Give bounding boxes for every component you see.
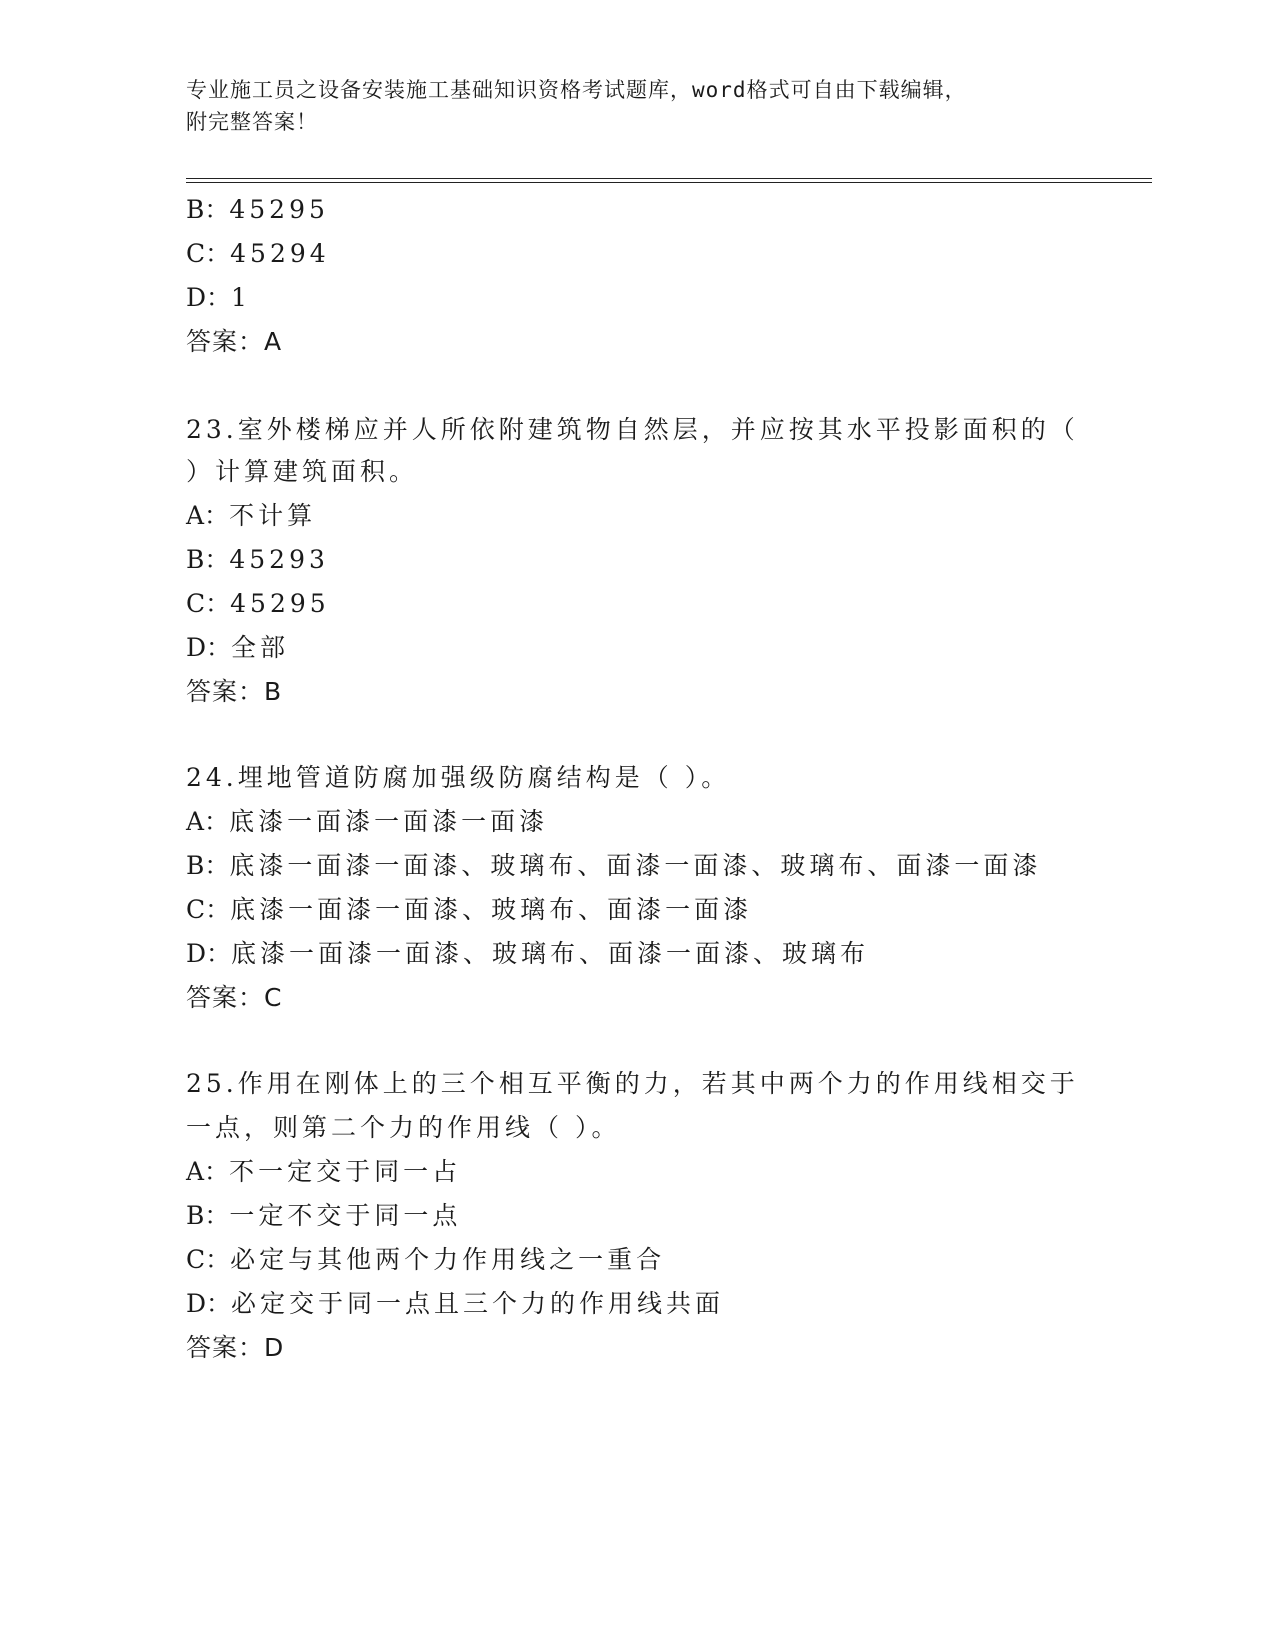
option-label: C： <box>186 589 231 618</box>
option-label: A： <box>186 501 230 530</box>
q25-option-c <box>186 1244 665 1276</box>
q25-option-d <box>186 1288 724 1320</box>
option-text: 底漆一面漆一面漆、玻璃布、面漆一面漆、玻璃布 <box>231 939 870 968</box>
option-label: D： <box>186 1289 232 1318</box>
prev-option-c <box>186 238 330 270</box>
q24-option-b <box>186 850 1041 882</box>
q24-option-d <box>186 938 869 970</box>
option-label: B： <box>186 195 230 224</box>
q25-answer: 答案：D <box>186 1333 285 1362</box>
q23-option-d <box>186 632 289 664</box>
option-label: D： <box>186 283 232 312</box>
option-label: B： <box>186 1201 230 1230</box>
document-header <box>186 74 1086 138</box>
option-text: 不计算 <box>229 501 317 530</box>
option-label: C： <box>186 1245 231 1274</box>
header-divider-bottom <box>186 182 1152 183</box>
option-text: 底漆一面漆一面漆、玻璃布、面漆一面漆、玻璃布、面漆一面漆 <box>229 851 1042 880</box>
q24-option-a <box>186 806 548 838</box>
option-text: 必定交于同一点且三个力的作用线共面 <box>231 1289 725 1318</box>
q23-answer: 答案：B <box>186 677 283 706</box>
option-text: 一定不交于同一点 <box>229 1201 462 1230</box>
option-text: 45293 <box>229 545 329 574</box>
option-label: A： <box>186 1157 230 1186</box>
q24-stem-line-1: 24.埋地管道防腐加强级防腐结构是（ ）。 <box>186 763 731 792</box>
prev-answer: 答案：A <box>186 327 283 356</box>
q23-option-a <box>186 500 316 532</box>
header-line-2: 附完整答案！ <box>186 110 318 134</box>
option-label: B： <box>186 851 230 880</box>
header-divider-top <box>186 178 1152 179</box>
option-label: D： <box>186 633 232 662</box>
option-text: 45295 <box>229 195 329 224</box>
q23-option-c <box>186 588 330 620</box>
option-text: 全部 <box>231 633 290 662</box>
q25-option-b <box>186 1200 461 1232</box>
q24-answer: 答案：C <box>186 983 283 1012</box>
header-line-1: 专业施工员之设备安装施工基础知识资格考试题库，word格式可自由下载编辑， <box>186 78 967 102</box>
q23-stem-line-2: ）计算建筑面积。 <box>186 457 419 486</box>
q25-stem-line-1: 25.作用在刚体上的三个相互平衡的力，若其中两个力的作用线相交于 <box>186 1069 1079 1098</box>
prev-option-d <box>186 282 251 314</box>
q23-option-b <box>186 544 329 576</box>
q25-option-a <box>186 1156 461 1188</box>
option-text: 底漆一面漆一面漆一面漆 <box>229 807 549 836</box>
q23-stem-line-1: 23.室外楼梯应并人所依附建筑物自然层，并应按其水平投影面积的（ <box>186 415 1079 444</box>
option-label: B： <box>186 545 230 574</box>
option-label: D： <box>186 939 232 968</box>
option-text: 不一定交于同一占 <box>229 1157 462 1186</box>
prev-option-b <box>186 194 329 226</box>
option-text: 45294 <box>230 239 330 268</box>
option-text: 底漆一面漆一面漆、玻璃布、面漆一面漆 <box>230 895 753 924</box>
q25-stem-line-2: 一点，则第二个力的作用线（ ）。 <box>186 1113 621 1142</box>
option-label: A： <box>186 807 230 836</box>
option-text: 必定与其他两个力作用线之一重合 <box>230 1245 666 1274</box>
q24-option-c <box>186 894 752 926</box>
option-text: 45295 <box>230 589 330 618</box>
option-text: 1 <box>231 283 251 312</box>
option-label: C： <box>186 895 231 924</box>
option-label: C： <box>186 239 231 268</box>
